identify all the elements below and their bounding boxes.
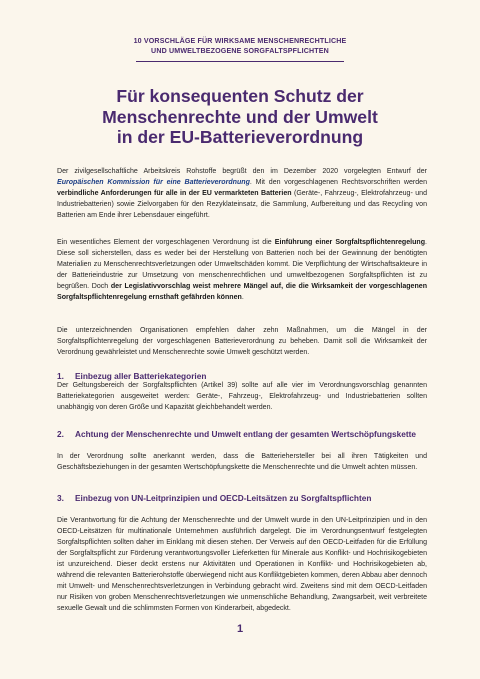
- page-header: [0, 36, 480, 56]
- section-1-text: Der Geltungsbereich der Sorgfaltspflichten (Artikel 39) sollte auf alle vier im Verordnungsvorschlag genannten Batteriekategorien ausgeweitet werden: Geräte-, Fahrzeug-, Elektrofahrzeug- und Industriebatterien sollten unabhängig von deren Größe und Kapazität gleichbehandelt werden.: [57, 382, 427, 411]
- intro-p1-bold: verbindliche Anforderungen für alle in der EU vermarkteten Batterien: [57, 189, 292, 197]
- header-line-1: 10 VORSCHLÄGE FÜR WIRKSAME MENSCHENRECHTLICHE: [133, 37, 347, 45]
- section-2-title: Achtung der Menschenrechte und Umwelt entlang der gesamten Wertschöpfungskette: [75, 429, 416, 439]
- intro-p2-text-c: .: [241, 293, 244, 301]
- section-1-number: 1.: [57, 371, 64, 381]
- section-2-heading: [57, 429, 427, 440]
- intro-p2-text-a: Ein wesentliches Element der vorgeschlagenen Verordnung ist die: [57, 239, 275, 246]
- header-divider: [136, 61, 344, 62]
- intro-paragraph-2: [57, 238, 427, 304]
- section-1-title: Einbezug aller Batteriekategorien: [75, 371, 207, 381]
- title-line-2: Menschenrechte und der Umwelt: [102, 106, 378, 127]
- intro-p1-text-a: Der zivilgesellschaftliche Arbeitskreis Rohstoffe begrüßt den im Dezember 2020 vorgelegten Entwurf der: [57, 168, 427, 175]
- section-3-number: 3.: [57, 493, 64, 503]
- commission-link[interactable]: Europäischen Kommission für eine Batterieverordnung: [57, 178, 250, 186]
- title-line-1: Für konsequenten Schutz der: [116, 86, 364, 106]
- header-line-2: UND UMWELTBEZOGENE SORGFALTSPFLICHTEN: [151, 47, 329, 55]
- section-1-heading: [57, 371, 427, 382]
- intro-p2-bold-1: Einführung einer Sorgfaltspflichtenregelung: [274, 239, 426, 246]
- title-line-3: in der EU-Batterieverordnung: [116, 127, 364, 147]
- intro-p1-text-c: (Geräte-, Fahrzeug-, Elektrofahrzeug- und Industriebatterien) sowie Zielvorgaben für den Rezyklateinsatz, die Sammlung, Aufbereitung und das Recycling von Batterien am Ende ihrer Lebensdauer eingeführt.: [57, 189, 427, 219]
- page-number: 1: [236, 623, 244, 635]
- intro-p2-text-b: . Diese soll sicherstellen, dass es weder bei der Herstellung von Batterien noch bei der Gewinnung der benötigten Materialien zu Menschenrechtsverletzungen oder Umweltschäden kommt. Die Verpflichtung der Wirtschaftsakteure in der Batterieindustrie zur Umsetzung von menschenrechtlichen und umweltbezogenen Sorgfaltspflichten ist zu begrüßen. Doch: [57, 239, 427, 290]
- intro-p1-text-b: . Mit den vorgeschlagenen Rechtsvorschriften werden: [249, 178, 427, 186]
- intro-p2-bold-2: der Legislativvorschlag weist mehrere Mängel auf, die die Wirksamkeit der vorgeschlagenen Sorgfaltspflichtenregelung ernsthaft gefährden können: [57, 282, 427, 301]
- section-2-number: 2.: [57, 429, 64, 439]
- intro-paragraph-1: [57, 167, 427, 222]
- section-3-heading: [57, 493, 427, 504]
- section-3-title: Einbezug von UN-Leitprinzipien und OECD-Leitsätzen zu Sorgfaltspflichten: [75, 493, 372, 503]
- intro-paragraph-3: Die unterzeichnenden Organisationen empfehlen daher zehn Maßnahmen, um die Mängel in der Sorgfaltspflichtenregelung der vorgeschlagenen Batterieverordnung zu beheben. Damit soll die Wirksamkeit der Verordnung gewährleistet und Menschenrechte sowie Umwelt geschützt werden.: [57, 327, 427, 356]
- document-title: [40, 86, 440, 148]
- section-3-text: Die Verantwortung für die Achtung der Menschenrechte und der Umwelt wurde in den UN-Leitprinzipien und in den OECD-Leitsätzen für multinationale Unternehmen ausführlich dargelegt. Die im Verordnungsentwurf festgelegten Sorgfaltspflichten sollten daher im Einklang mit diesen stehen. Der Verweis auf den OECD-Leitfaden für die Erfüllung der Sorgfaltspflicht zur Förderung verantwortungsvoller Lieferketten für Minerale aus Konflikt- und Hochrisikogebieten ist unzureichend. Dieser deckt erstens nur Aktivitäten und Operationen in Konflikt- und Hochrisikogebieten ab, während die relevanten Batterierohstoffe überwiegend nicht aus Konfliktgebieten kommen, deren Abbau aber dennoch mit Umwelt- und Menschenrechtsverletzungen in Verbindung gebracht wird. Zweitens sind mit dem OECD-Leitfaden nur Risiken von groben Menschenrechtsverletzungen wie unmenschliche Behandlung, Zwangsarbeit, weit verbreitete sexuelle Gewalt und die schlimmsten Formen von Kinderarbeit, abgedeckt.: [57, 517, 427, 612]
- section-2-text: In der Verordnung sollte anerkannt werden, dass die Batteriehersteller bei all ihren Tätigkeiten und Geschäftsbeziehungen in der gesamten Wertschöpfungskette die Menschenrechte und die Umwelt achten müssen.: [57, 453, 427, 471]
